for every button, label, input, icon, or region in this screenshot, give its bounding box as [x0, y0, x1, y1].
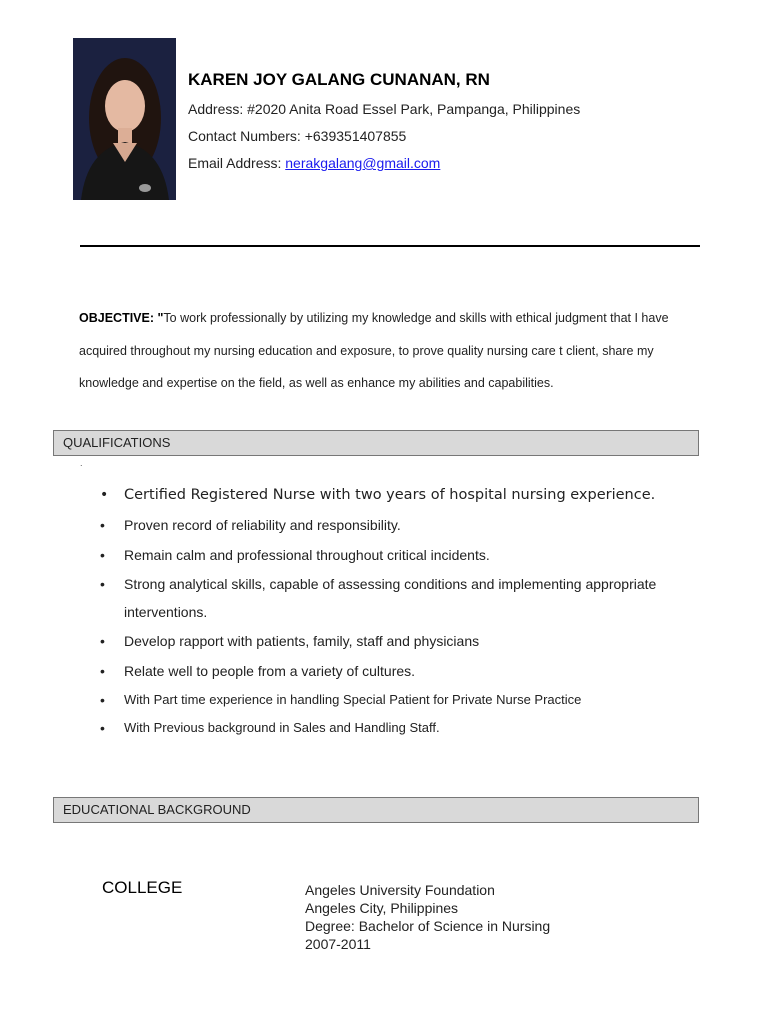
bullet-icon: •: [100, 517, 105, 533]
college-details: [305, 881, 550, 953]
list-item: [100, 510, 705, 540]
bullet-icon: •: [100, 692, 105, 708]
college-label: COLLEGE: [102, 878, 183, 897]
address-line: Address: #2020 Anita Road Essel Park, Pampanga, Philippines: [188, 101, 581, 117]
qualification-text: With Previous background in Sales and Handling Staff.: [124, 720, 440, 735]
list-item: [100, 656, 705, 686]
email-label: Email Address:: [188, 155, 286, 171]
bullet-icon: •: [100, 633, 105, 649]
qualifications-list: [100, 480, 705, 742]
list-item: [100, 686, 705, 714]
profile-photo: [73, 38, 176, 200]
qualification-text: Proven record of reliability and responsibility.: [124, 517, 401, 533]
qualification-text: Relate well to people from a variety of cultures.: [124, 663, 416, 679]
qualification-text: Strong analytical skills, capable of assessing conditions and implementing appropriate interventions.: [124, 576, 657, 620]
college-years: 2007-2011: [305, 936, 371, 952]
header-divider: [80, 245, 700, 247]
qualifications-heading: QUALIFICATIONS: [53, 430, 699, 456]
contact-numbers-line: Contact Numbers: +639351407855: [188, 128, 407, 144]
list-item: [100, 626, 705, 656]
list-item: [100, 480, 705, 510]
bullet-icon: •: [100, 576, 105, 592]
list-item: [100, 714, 705, 742]
qualification-text: Certified Registered Nurse with two years of hospital nursing experience.: [124, 487, 656, 503]
objective-label: OBJECTIVE: ": [79, 311, 164, 325]
email-link[interactable]: nerakgalang@gmail.com: [285, 155, 441, 171]
college-location: Angeles City, Philippines: [305, 900, 459, 916]
qualification-text: With Part time experience in handling Special Patient for Private Nurse Practice: [124, 692, 582, 707]
qualification-text: Develop rapport with patients, family, staff and physicians: [124, 633, 480, 649]
qualification-text: Remain calm and professional throughout critical incidents.: [124, 547, 490, 563]
bullet-icon: •: [100, 547, 105, 563]
education-heading: EDUCATIONAL BACKGROUND: [53, 797, 699, 823]
list-item: [100, 570, 705, 626]
objective-paragraph: [79, 302, 704, 400]
list-item: [100, 540, 705, 570]
objective-text: To work professionally by utilizing my knowledge and skills with ethical judgment that I have acquired throughout my nursing education and exposure, to prove quality nursing care t client, share my knowledge and expertise on the field, as well as enhance my abilities and capabilities.: [79, 311, 669, 390]
email-line: [188, 155, 440, 171]
bullet-icon: •: [100, 720, 105, 736]
bullet-icon: •: [100, 663, 105, 679]
candidate-name: KAREN JOY GALANG CUNANAN, RN: [188, 70, 490, 89]
bullet-icon: •: [100, 487, 109, 503]
college-school: Angeles University Foundation: [305, 882, 495, 898]
stray-mark: .: [80, 458, 83, 468]
college-degree: Degree: Bachelor of Science in Nursing: [305, 918, 551, 934]
